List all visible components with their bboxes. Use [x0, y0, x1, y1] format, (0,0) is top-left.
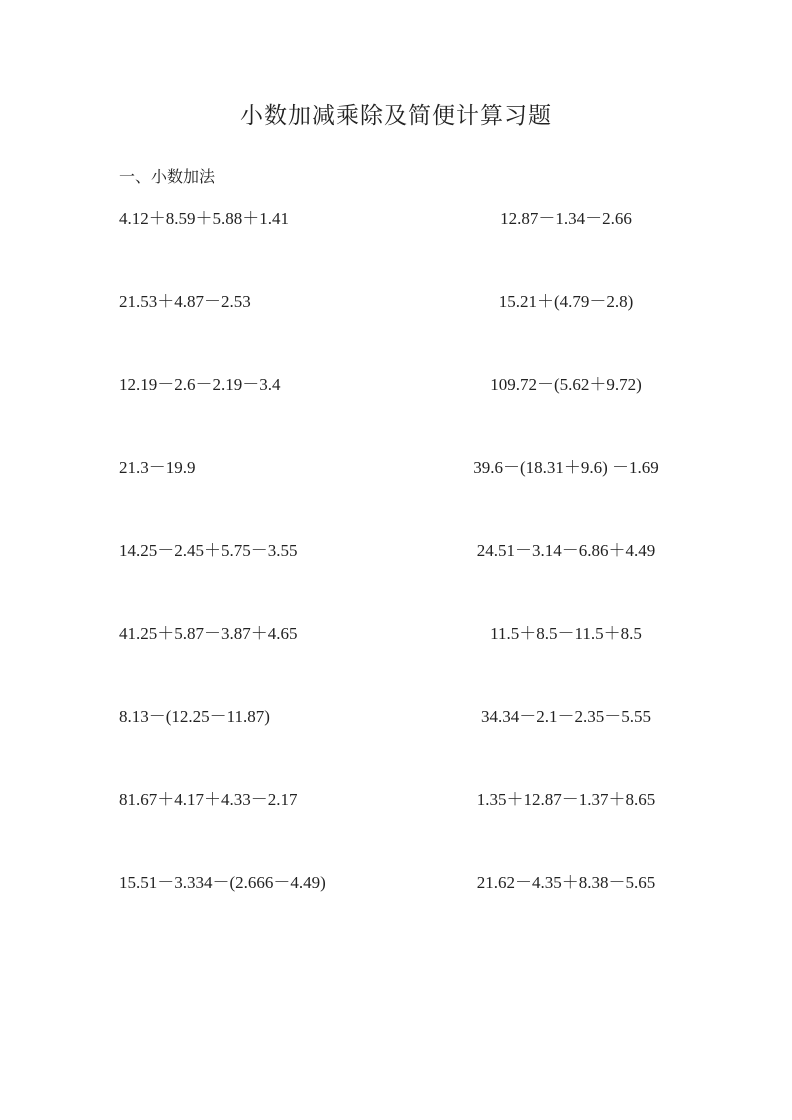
problem-left-4: 21.3－19.9 — [119, 458, 196, 477]
problem-left-7: 8.13－(12.25－11.87) — [119, 707, 270, 726]
problem-left-2: 21.53＋4.87－2.53 — [119, 292, 251, 311]
problem-right-5: 24.51－3.14－6.86＋4.49 — [476, 541, 656, 560]
problem-left-6: 41.25＋5.87－3.87＋4.65 — [119, 624, 298, 643]
problem-left-3: 12.19－2.6－2.19－3.4 — [119, 375, 281, 394]
problem-right-1: 12.87－1.34－2.66 — [500, 209, 632, 228]
page-title: 小数加减乘除及简便计算习题 — [240, 103, 552, 129]
problem-right-4: 39.6－(18.31＋9.6) －1.69 — [473, 458, 659, 477]
problem-left-9: 15.51－3.334－(2.666－4.49) — [119, 873, 326, 892]
problem-right-8: 1.35＋12.87－1.37＋8.65 — [476, 790, 656, 809]
problem-right-6: 11.5＋8.5－11.5＋8.5 — [490, 624, 642, 643]
problem-right-2: 15.21＋(4.79－2.8) — [498, 292, 634, 311]
problem-right-3: 109.72－(5.62＋9.72) — [490, 375, 642, 394]
problem-left-8: 81.67＋4.17＋4.33－2.17 — [119, 790, 298, 809]
section-heading: 一、小数加法 — [119, 167, 216, 186]
problem-left-1: 4.12＋8.59＋5.88＋1.41 — [119, 209, 289, 228]
problem-left-5: 14.25－2.45＋5.75－3.55 — [119, 541, 298, 560]
problem-right-9: 21.62－4.35＋8.38－5.65 — [476, 873, 656, 892]
problem-right-7: 34.34－2.1－2.35－5.55 — [481, 707, 651, 726]
